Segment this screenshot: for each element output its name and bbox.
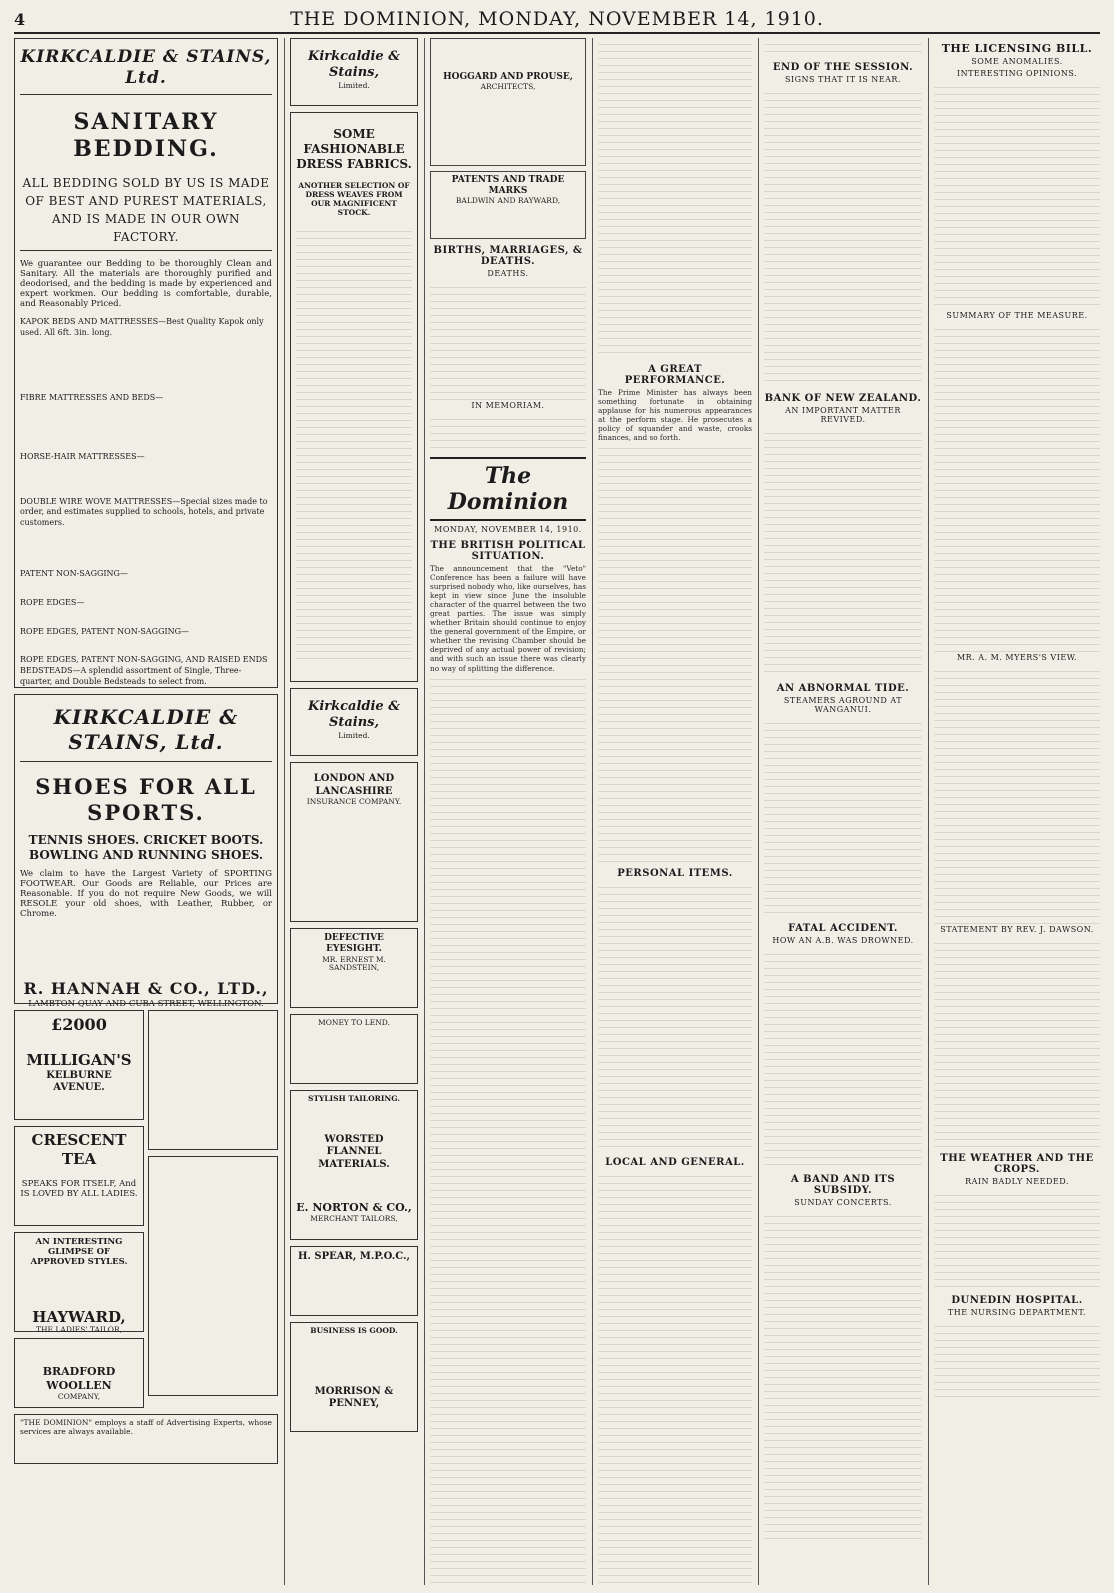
business-ad: BUSINESS IS GOOD. MORRISON & PENNEY, bbox=[290, 1322, 418, 1432]
section-heading: BIRTHS, MARRIAGES, & DEATHS. bbox=[433, 245, 583, 267]
spear-ad: H. SPEAR, M.P.O.C., bbox=[290, 1246, 418, 1316]
article-heading: DUNEDIN HOSPITAL. bbox=[951, 1295, 1083, 1306]
money-to-lend-ad: MONEY TO LEND. bbox=[290, 1014, 418, 1084]
ad-headline: SHOES FOR ALL SPORTS. bbox=[35, 774, 257, 826]
column-5: END OF THE SESSION. SIGNS THAT IT IS NEAR. BANK OF NEW ZEALAND. AN IMPORTANT MATTER REVIVED. AN ABNORMAL TIDE. STEAMERS AGROUND AT WANGANUI. FATAL ACCIDENT. HOW AN A.B. WAS DROWNED. A BAND AND ITS SUBSIDY. SUNDAY CONCERTS. bbox=[764, 38, 922, 1585]
article-heading: AN ABNORMAL TIDE. bbox=[776, 683, 910, 694]
crescent-tea-ad: CRESCENT TEA SPEAKS FOR ITSELF, And IS LOVED BY ALL LADIES. bbox=[14, 1126, 144, 1226]
kirkcaldie-ad: Kirkcaldie & Stains, Limited. bbox=[290, 38, 418, 106]
article-heading: THE BRITISH POLITICAL SITUATION. bbox=[430, 540, 586, 562]
column-rule bbox=[758, 38, 759, 1585]
article-heading: LOCAL AND GENERAL. bbox=[605, 1157, 745, 1169]
milligan-ad: £2000 MILLIGAN'S KELBURNE AVENUE. bbox=[14, 1010, 144, 1120]
dress-fabrics-ad: SOME FASHIONABLE DRESS FABRICS. ANOTHER SELECTION OF DRESS WEAVES FROM OUR MAGNIFICENT STOCK. bbox=[290, 112, 418, 682]
sports-shoes-ad: KIRKCALDIE & STAINS, Ltd. SHOES FOR ALL SPORTS. TENNIS SHOES. CRICKET BOOTS. BOWLING AND RUNNING SHOES. We claim to have the Largest Variety of SPORTING FOOTWEAR. Our Goods are Reliable, our Prices are Reasonable. If you do not require New Goods, we will RESOLE your old shoes, with Leather, Rubber, or Chrome. R. HANNAH & CO., LTD., LAMBTON QUAY AND CUBA STREET, WELLINGTON. bbox=[14, 694, 278, 1004]
article-heading: FATAL ACCIDENT. bbox=[788, 923, 898, 934]
money-ad bbox=[148, 1010, 278, 1150]
firm-name: R. HANNAH & CO., LTD., bbox=[23, 979, 269, 999]
patents-ad: PATENTS AND TRADE MARKS BALDWIN AND RAYWARD, bbox=[430, 171, 586, 239]
column-4 bbox=[598, 38, 752, 1585]
ad-body: We guarantee our Bedding to be thoroughly Clean and Sanitary. All the materials are thoroughly purified and deodorised, and the bedding is made by experienced and expert workmen. Our bedding is comfortable, durable, and Reasonably Priced. bbox=[20, 258, 272, 310]
column-2 bbox=[290, 38, 418, 1585]
article-body: The Prime Minister has always been something fortunate in obtaining applause for his numerous appearances at the perform stage. He prosecutes a policy of squander and waste, crooks finances, and so forth. bbox=[598, 388, 752, 443]
article-heading: BANK OF NEW ZEALAND. bbox=[764, 393, 922, 404]
newspaper-title: THE DOMINION, MONDAY, NOVEMBER 14, 1910. bbox=[290, 8, 824, 30]
column-6: THE LICENSING BILL. SOME ANOMALIES. INTERESTING OPINIONS. SUMMARY OF THE MEASURE. MR. A. M. MYERS'S VIEW. STATEMENT BY REV. J. DAWSON. THE WEATHER AND THE CROPS. RAIN BADLY NEEDED. DUNEDIN HOSPITAL. THE NURSING DEPARTMENT. bbox=[934, 38, 1100, 1585]
firm-name: KIRKCALDIE & STAINS, Ltd. bbox=[20, 47, 272, 89]
tailoring-ad: STYLISH TAILORING. WORSTED FLANNEL MATERIALS. E. NORTON & CO., MERCHANT TAILORS, bbox=[290, 1090, 418, 1240]
firm-name: KIRKCALDIE & STAINS, Ltd. bbox=[53, 705, 239, 754]
column-rule bbox=[284, 38, 285, 1585]
column-rule bbox=[592, 38, 593, 1585]
article-heading: THE LICENSING BILL. bbox=[941, 42, 1093, 55]
column-3: HOGGARD AND PROUSE, ARCHITECTS, PATENTS AND TRADE MARKS BALDWIN AND RAYWARD, BIRTHS, MARRIAGES, & DEATHS. DEATHS. IN MEMORIAM. The Dominion MONDAY, NOVEMBER 14, 1910. THE BRITISH POLITICAL SITUATION. The announcement that the "Veto" Conference has been a failure will have surprised nobody who, like ourselves, has kept in view since June the insoluble character of the quarrel between the two great parties. The issue was simply whether Britain should continue to enjoy the general government of the Empire, or whether the revising Chamber should be deprived of any actual power of revision; and with such an issue there was clearly no way of splitting the difference. bbox=[430, 38, 586, 1585]
page-number: 4 bbox=[14, 10, 26, 29]
masthead bbox=[14, 6, 1100, 34]
article-heading: END OF THE SESSION. bbox=[772, 62, 914, 73]
tailoring-ad bbox=[148, 1156, 278, 1396]
london-lancashire-ad: LONDON AND LANCASHIRE INSURANCE COMPANY. bbox=[290, 762, 418, 922]
newspaper-nameplate: The Dominion bbox=[430, 457, 586, 521]
column-rule bbox=[928, 38, 929, 1585]
eyesight-ad: DEFECTIVE EYESIGHT. MR. ERNEST M. SANDSTEIN, bbox=[290, 928, 418, 1008]
column-rule bbox=[424, 38, 425, 1585]
hayward-ad: AN INTERESTING GLIMPSE OF APPROVED STYLES. HAYWARD, THE LADIES' TAILOR, bbox=[14, 1232, 144, 1332]
article-heading: THE WEATHER AND THE CROPS. bbox=[940, 1153, 1094, 1175]
dominion-staff-ad: "THE DOMINION" employs a staff of Advertising Experts, whose services are always available. bbox=[14, 1414, 278, 1464]
article-heading: PERSONAL ITEMS. bbox=[617, 868, 733, 880]
ad-headline: SANITARY BEDDING. bbox=[73, 108, 219, 162]
price-list: KAPOK BEDS AND MATTRESSES—Best Quality Kapok only used. All 6ft. 3in. long. FIBRE MATTRESSES AND BEDS— HORSE-HAIR MATTRESSES— DOUBLE WIRE WOVE MATTRESSES—Special sizes made to order, and estimates supplied to schools, hotels, and private customers. PATENT NON-SAGGING— ROPE EDGES— ROPE EDGES, PATENT NON-SAGGING— ROPE EDGES, PATENT NON-SAGGING, AND RAISED ENDS BEDSTEADS—A splendid assortment of Single, Three-quarter, and Double Bedsteads to select from. bbox=[20, 317, 268, 686]
ad-subheadline: ALL BEDDING SOLD BY US IS MADE OF BEST AND PUREST MATERIALS, AND IS MADE IN OUR OWN FACTORY. bbox=[22, 175, 270, 244]
article-body: The announcement that the "Veto" Conference has been a failure will have surprised nobody who, like ourselves, has kept in view since June the insoluble character of the quarrel between the two great parties. The issue was simply whether Britain should continue to enjoy the general government of the Empire, or whether the revising Chamber should be deprived of any actual power of revision; and with such an issue there was clearly no way of splitting the difference. bbox=[430, 564, 586, 673]
kirkcaldie-ad: Kirkcaldie & Stains, Limited. bbox=[290, 688, 418, 756]
sanitary-bedding-ad bbox=[14, 38, 278, 688]
column-1 bbox=[14, 38, 278, 1585]
article-heading: A BAND AND ITS SUBSIDY. bbox=[790, 1174, 896, 1196]
article-heading: A GREAT PERFORMANCE. bbox=[624, 364, 726, 386]
hoggard-ad: HOGGARD AND PROUSE, ARCHITECTS, bbox=[430, 38, 586, 166]
bradford-ad: BRADFORD WOOLLEN COMPANY, bbox=[14, 1338, 144, 1408]
